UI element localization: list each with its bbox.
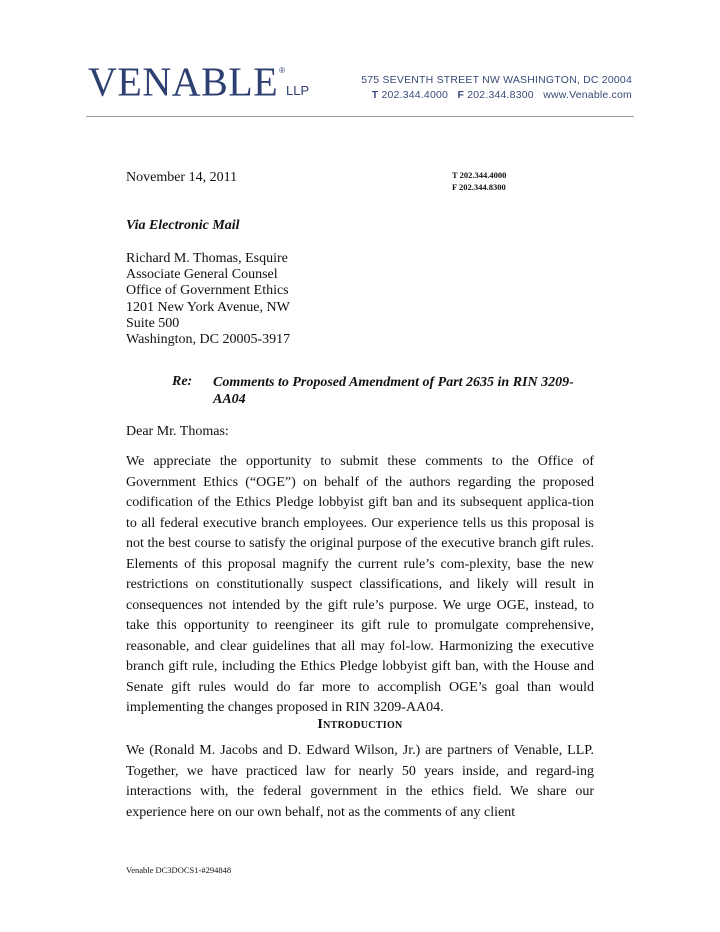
recipient-line: Richard M. Thomas, Esquire — [126, 251, 288, 266]
letterhead-address: 575 SEVENTH STREET NW WASHINGTON, DC 20004 — [361, 74, 632, 86]
recipient-address-block — [126, 251, 290, 348]
body-paragraph-2: We (Ronald M. Jacobs and D. Edward Wilson, Jr.) are partners of Venable, LLP. Together, we have practiced law for nearly 50 years inside, and regard-ing interactions with, the federal government in the ethics field. We share our experience here on our own behalf, not as the comments of any client — [126, 743, 594, 820]
letter-date: November 14, 2011 — [126, 170, 238, 185]
phone-t-label: T — [371, 89, 379, 101]
letterhead-phones — [372, 89, 632, 101]
re-label: Re: — [172, 374, 193, 389]
recipient-line: Washington, DC 20005-3917 — [126, 332, 291, 348]
logo-wordmark: VENABLE — [88, 58, 279, 105]
section-heading: Introduction — [317, 717, 403, 732]
phone-f-label: F — [457, 89, 465, 101]
venable-logo — [88, 58, 310, 105]
recipient-line: 1201 New York Avenue, NW — [126, 299, 290, 315]
body-paragraph-1: We appreciate the opportunity to submit these comments to the Office of Government Ethics (“OGE”) on behalf of the authors regarding the proposed codification of the Ethics Pledge lobbyist gift ban and its subsequent applica-tion to all federal executive branch employees. Our experience tells us this proposal is not the best course to satisfy the original purpose of the executive branch gift rules. Elements of this proposal magnify the current rule’s com-plexity, base the new restrictions on constitutionally suspect classifications, and likely will result in consequences not intended by the gift rule’s purpose. We urge OGE, instead, to take this opportunity to reengineer its gift rule to promulgate comprehensive, reasonable, and clear guidelines that all may fol-low. Harmonizing the executive branch gift rule, including the Ethics Pledge lobbyist gift ban, with the House and Senate gift rules would do far more to accomplish OGE’s goal than would implementing the changes proposed in RIN 3209-AA04. — [126, 454, 594, 715]
sender-fax: F 202.344.8300 — [452, 182, 506, 192]
re-subject: Comments to Proposed Amendment of Part 2635 in RIN 3209-AA04 — [213, 375, 574, 407]
logo-registered-mark: ® — [279, 66, 286, 75]
phone-f: 202.344.8300 — [467, 89, 534, 101]
document-footer: Venable DC3DOCS1-#294848 — [126, 865, 232, 875]
phone-t: 202.344.4000 — [381, 89, 449, 101]
delivery-method: Via Electronic Mail — [126, 218, 240, 233]
sender-contact — [452, 169, 506, 193]
logo-llp: LLP — [286, 83, 310, 98]
salutation: Dear Mr. Thomas: — [126, 424, 229, 439]
recipient-line: Suite 500 — [126, 315, 180, 331]
recipient-line: Office of Government Ethics — [126, 283, 289, 299]
website-link[interactable]: www.Venable.com — [543, 89, 632, 101]
sender-phone: T 202.344.4000 — [452, 170, 507, 180]
letterhead-divider — [86, 116, 634, 117]
recipient-line: Associate General Counsel — [126, 267, 278, 283]
